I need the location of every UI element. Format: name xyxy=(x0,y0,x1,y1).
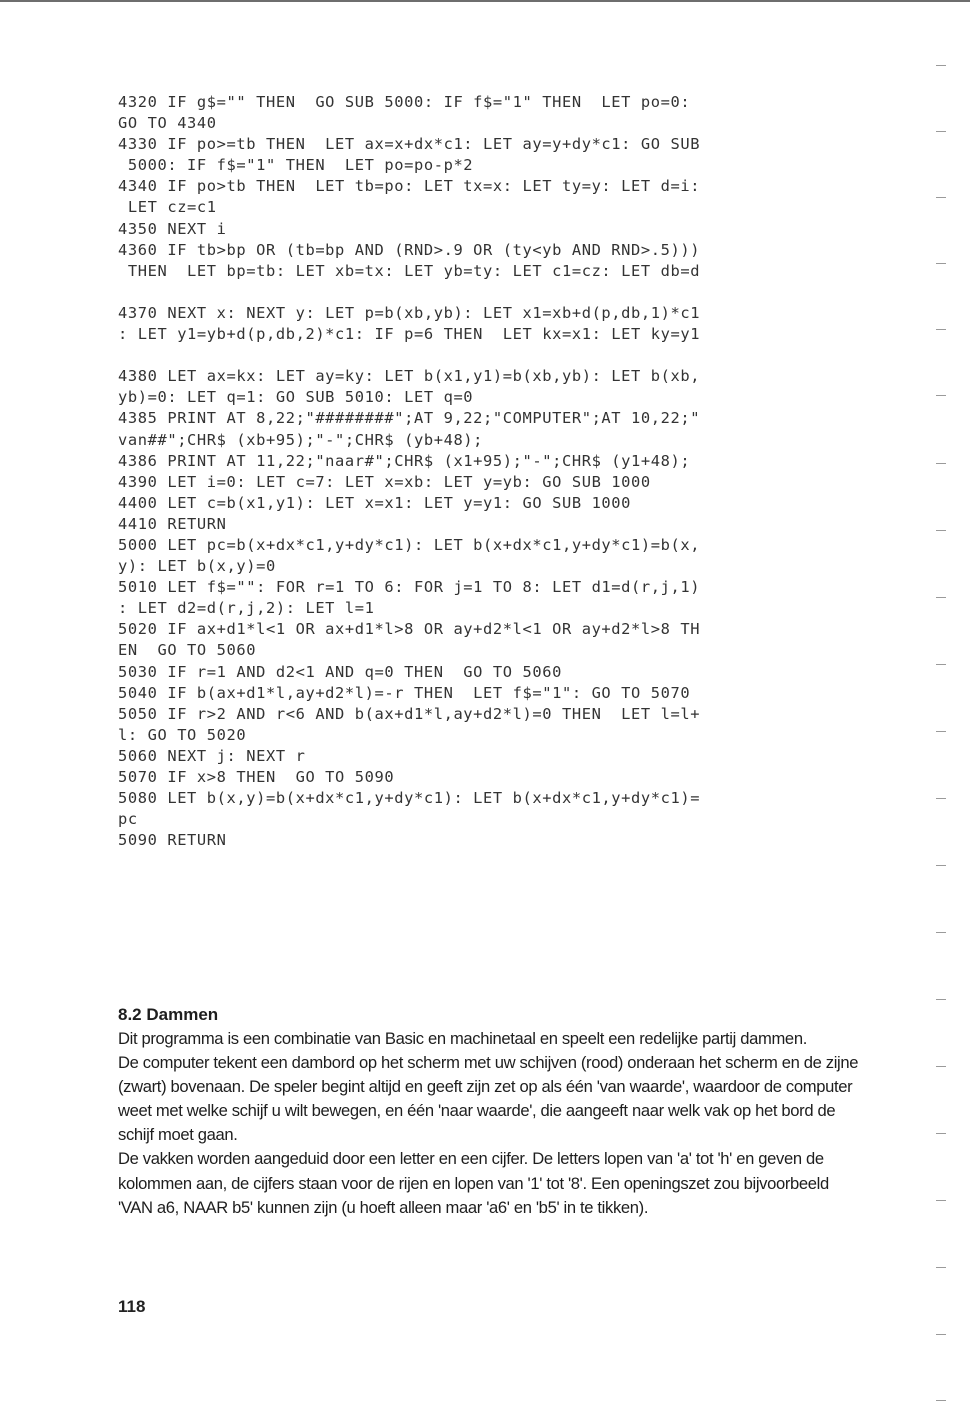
code-line: GO TO 4340 xyxy=(118,114,217,133)
edge-tick-mark xyxy=(936,530,946,531)
edge-tick-mark xyxy=(936,1334,946,1335)
code-line: 4330 IF po>=tb THEN LET ax=x+dx*c1: LET ay=y+dy*c1: GO SUB xyxy=(118,135,701,154)
code-line: : LET d2=d(r,j,2): LET l=1 xyxy=(118,599,375,618)
paragraph-notation: De vakken worden aangeduid door een letter en een cijfer. De letters lopen van 'a' tot 'h' en geven de kolommen aan, de cijfers staan voor de rijen en lopen van '1' tot '8'. Een openingszet zou bijvoorbeeld 'VAN a6, NAAR b5' kunnen zijn (u hoeft alleen maar 'a6' en 'b5' in te tikken). xyxy=(118,1149,829,1217)
code-line: 5080 LET b(x,y)=b(x+dx*c1,y+dy*c1): LET b(x+dx*c1,y+dy*c1)= xyxy=(118,789,701,808)
edge-tick-mark xyxy=(936,463,946,464)
code-line: 4320 IF g$="" THEN GO SUB 5000: IF f$="1" THEN LET po=0: xyxy=(118,93,691,111)
code-line: 4386 PRINT AT 11,22;"naar#";CHR$ (x1+95);"-";CHR$ (y1+48); xyxy=(118,451,691,470)
paragraph-intro: Dit programma is een combinatie van Basic en machinetaal en speelt een redelijke partij dammen. xyxy=(118,1029,807,1048)
code-line xyxy=(118,345,878,366)
edge-tick-mark xyxy=(936,329,946,330)
edge-tick-mark xyxy=(936,731,946,732)
edge-tick-mark xyxy=(936,1066,946,1067)
edge-tick-mark xyxy=(936,65,946,66)
code-line: van##";CHR$ (xb+95);"-";CHR$ (yb+48); xyxy=(118,430,484,449)
code-line: : LET y1=yb+d(p,db,2)*c1: IF p=6 THEN LET kx=x1: LET ky=y1 xyxy=(118,325,701,344)
code-line: 4400 LET c=b(x1,y1): LET x=x1: LET y=y1: GO SUB 1000 xyxy=(118,493,632,512)
code-line: 4350 NEXT i xyxy=(118,219,227,238)
code-line: 4360 IF tb>bp OR (tb=bp AND (RND>.9 OR (ty<yb AND RND>.5))) xyxy=(118,240,701,259)
code-line: 5010 LET f$="": FOR r=1 TO 6: FOR j=1 TO 8: LET d1=d(r,j,1) xyxy=(118,578,701,597)
code-line: 4385 PRINT AT 8,22;"########";AT 9,22;"COMPUTER";AT 10,22;" xyxy=(118,409,701,428)
edge-tick-mark xyxy=(936,1267,946,1268)
edge-tick-marks xyxy=(936,0,948,1421)
code-line: THEN LET bp=tb: LET xb=tx: LET yb=ty: LET c1=cz: LET db=d xyxy=(118,261,701,280)
code-line: 5030 IF r=1 AND d2<1 AND q=0 THEN GO TO 5060 xyxy=(118,662,562,681)
code-line: EN GO TO 5060 xyxy=(118,641,257,660)
edge-tick-mark xyxy=(936,865,946,866)
code-line: yb)=0: LET q=1: GO SUB 5010: LET q=0 xyxy=(118,388,474,407)
edge-tick-mark xyxy=(936,197,946,198)
edge-tick-mark xyxy=(936,798,946,799)
code-line: 5000 LET pc=b(x+dx*c1,y+dy*c1): LET b(x+dx*c1,y+dy*c1)=b(x, xyxy=(118,535,701,554)
basic-listing xyxy=(118,92,878,851)
code-line: 5040 IF b(ax+d1*l,ay+d2*l)=-r THEN LET f$="1": GO TO 5070 xyxy=(118,683,691,702)
code-line: pc xyxy=(118,810,138,829)
edge-tick-mark xyxy=(936,932,946,933)
code-line: 5020 IF ax+d1*l<1 OR ax+d1*l>8 OR ay+d2*l<1 OR ay+d2*l>8 TH xyxy=(118,620,701,639)
code-line: 5050 IF r>2 AND r<6 AND b(ax+d1*l,ay+d2*l)=0 THEN LET l=l+ xyxy=(118,704,701,723)
code-line: 5000: IF f$="1" THEN LET po=po-p*2 xyxy=(118,156,474,175)
page-number: 118 xyxy=(118,1297,146,1316)
edge-tick-mark xyxy=(936,395,946,396)
paragraph-board: De computer tekent een dambord op het scherm met uw schijven (rood) onderaan het scherm en de zijne (zwart) bovenaan. De speler begint altijd en geeft zijn zet op als één 'van waarde', waardoor de computer weet met welke schijf u wilt bewegen, en één 'naar waarde', die aangeeft naar welk vak op het bord de schijf moet gaan. xyxy=(118,1053,859,1145)
code-line: LET cz=c1 xyxy=(118,198,217,217)
section-8-2 xyxy=(118,1004,863,1220)
edge-tick-mark xyxy=(936,1400,946,1401)
edge-tick-mark xyxy=(936,999,946,1000)
code-line: y): LET b(x,y)=0 xyxy=(118,557,276,576)
code-line: 4380 LET ax=kx: LET ay=ky: LET b(x1,y1)=b(xb,yb): LET b(xb, xyxy=(118,367,701,386)
edge-tick-mark xyxy=(936,597,946,598)
section-heading: 8.2 Dammen xyxy=(118,1005,219,1024)
code-line xyxy=(118,282,878,303)
code-line: 4370 NEXT x: NEXT y: LET p=b(xb,yb): LET x1=xb+d(p,db,1)*c1 xyxy=(118,303,701,322)
code-line: 4390 LET i=0: LET c=7: LET x=xb: LET y=yb: GO SUB 1000 xyxy=(118,472,651,491)
top-border-rule xyxy=(0,0,970,2)
code-line: 5070 IF x>8 THEN GO TO 5090 xyxy=(118,768,395,786)
code-line: 4340 IF po>tb THEN LET tb=po: LET tx=x: LET ty=y: LET d=i: xyxy=(118,177,701,196)
edge-tick-mark xyxy=(936,1133,946,1134)
code-line: 4410 RETURN xyxy=(118,514,227,533)
code-line: 5090 RETURN xyxy=(118,831,227,850)
edge-tick-mark xyxy=(936,1200,946,1201)
code-line: l: GO TO 5020 xyxy=(118,725,247,744)
code-line: 5060 NEXT j: NEXT r xyxy=(118,746,306,765)
edge-tick-mark xyxy=(936,664,946,665)
edge-tick-mark xyxy=(936,131,946,132)
edge-tick-mark xyxy=(936,263,946,264)
